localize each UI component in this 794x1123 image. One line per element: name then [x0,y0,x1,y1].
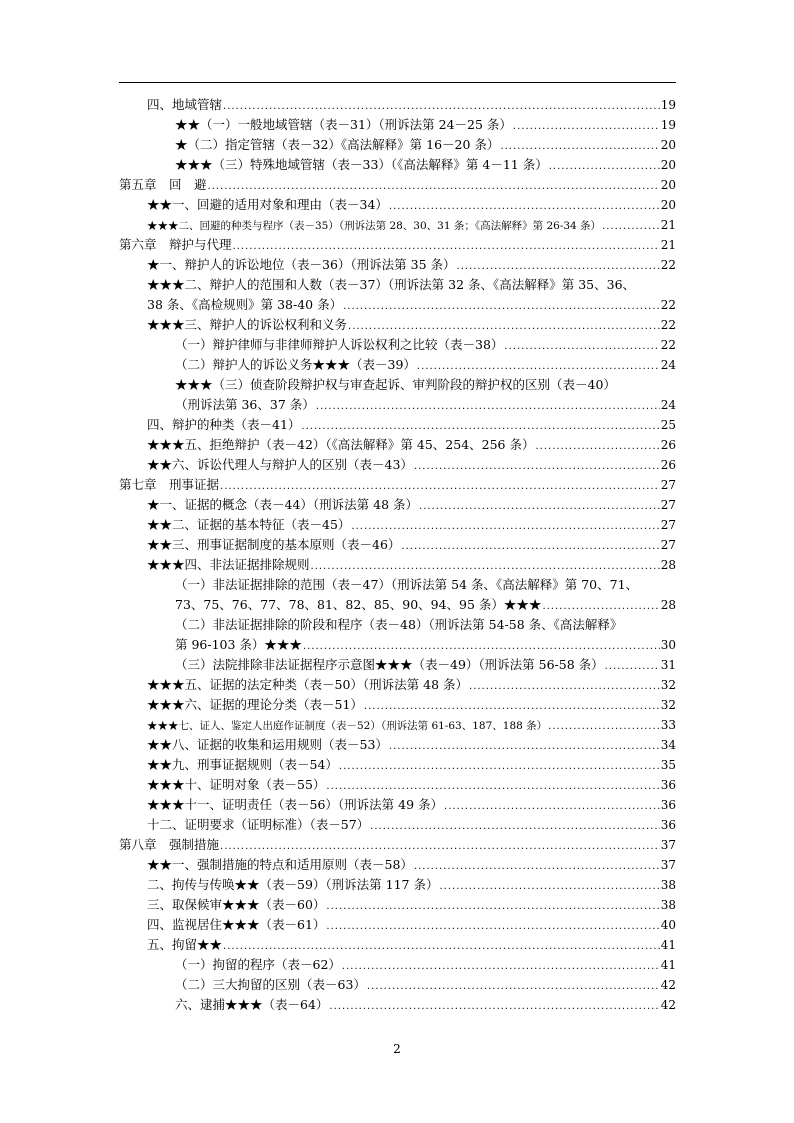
toc-leader-dots [208,177,660,197]
toc-leader-dots [500,137,659,157]
toc-entry[interactable] [119,575,676,595]
toc-entry-text: （二）三大拘留的区别（表－63） [175,977,366,992]
toc-entry-page: 21 [660,238,676,252]
toc-entry-page: 24 [660,398,676,412]
toc-entry[interactable] [119,655,676,675]
toc-entry[interactable] [119,135,676,155]
toc-leader-dots [220,837,660,857]
toc-leader-dots [439,877,659,897]
toc-entry-text: （三）法院排除非法证据程序示意图★★★（表－49）（刑诉法第 56-58 条） [175,657,604,672]
toc-entry-text: 第五章 回 避 [119,177,207,192]
toc-leader-dots [316,397,660,417]
toc-entry-text: ★★★六、证据的理论分类（表－51） [147,697,363,712]
toc-entry-page: 41 [660,938,676,952]
toc-entry-page: 27 [660,518,676,532]
toc-entry[interactable] [119,815,676,835]
toc-entry[interactable] [119,515,676,535]
toc-entry-page: 35 [660,758,676,772]
toc-leader-dots [364,697,660,717]
toc-entry[interactable] [119,95,676,115]
toc-entry-text: ★一、证据的概念（表－44）（刑诉法第 48 条） [147,497,419,512]
toc-entry-text: 38 条、《高检规则》第 38-40 条） [147,297,343,312]
toc-entry-page: 20 [660,178,676,192]
toc-leader-dots [444,797,660,817]
page-number: 2 [393,1042,401,1056]
toc-leader-dots [311,557,660,577]
toc-entry-page: 19 [660,118,676,132]
toc-entry-text: ★★★二、回避的种类与程序（表－35）（刑诉法第 28、30、31 条；《高法解释》第 26-34 条） [147,220,602,232]
toc-leader-dots [542,597,659,617]
toc-leader-dots [303,637,660,657]
toc-entry-page: 37 [660,838,676,852]
toc-leader-dots [301,417,659,437]
toc-entry-text: 73、75、76、77、78、81、82、85、90、94、95 条）★★★ [175,597,542,612]
toc-entry-page: 21 [660,218,676,232]
toc-leader-dots [343,297,660,317]
toc-leader-dots [233,237,660,257]
toc-entry-page: 27 [660,538,676,552]
toc-leader-dots [419,497,660,517]
toc-entry-text: 四、辩护的种类（表－41） [147,417,301,432]
toc-entry[interactable] [119,395,676,415]
toc-entry-page: 40 [660,918,676,932]
toc-entry[interactable] [119,335,676,355]
toc-entry[interactable] [119,715,676,735]
toc-leader-dots [513,117,660,137]
toc-entry[interactable] [119,415,676,435]
toc-entry[interactable] [119,495,676,515]
toc-entry-text: ★★★五、拒绝辩护（表－42）（《高法解释》第 45、254、256 条） [147,437,535,452]
toc-entry-text: 第 96-103 条）★★★ [175,637,302,652]
toc-entry[interactable] [119,375,676,395]
toc-entry[interactable] [119,595,676,615]
toc-entry-page: 27 [660,478,676,492]
toc-entry-page: 36 [660,818,676,832]
toc-leader-dots [504,337,659,357]
toc-entry[interactable] [119,255,676,275]
toc-entry-text: （二）非法证据排除的阶段和程序（表－48）（刑诉法第 54-58 条、《高法解释》 [175,617,623,632]
toc-entry-page: 31 [660,658,676,672]
toc-entry-page: 22 [660,318,676,332]
toc-entry-page: 22 [660,298,676,312]
toc-leader-dots [223,937,660,957]
toc-entry-page: 22 [660,338,676,352]
header-rule [119,82,676,83]
toc-entry[interactable] [119,675,676,695]
toc-entry-page: 41 [660,958,676,972]
toc-entry[interactable] [119,855,676,875]
toc-entry-text: ★★（一）一般地域管辖（表－31）（刑诉法第 24－25 条） [175,117,512,132]
toc-leader-dots [326,897,659,917]
toc-entry[interactable] [119,355,676,375]
toc-entry-text: ★★二、证据的基本特征（表－45） [147,517,351,532]
toc-entry-page: 38 [660,878,676,892]
toc-entry-page: 32 [660,698,676,712]
toc-entry[interactable] [119,895,676,915]
toc-entry[interactable] [119,835,676,855]
toc-entry[interactable] [119,975,676,995]
toc-entry-text: ★一、辩护人的诉讼地位（表－36）（刑诉法第 35 条） [147,257,456,272]
toc-entry-text: （一）辩护律师与非律师辩护人诉讼权利之比较（表－38） [175,337,504,352]
toc-entry-text: ★★★七、证人、鉴定人出庭作证制度（表－52）（刑诉法第 61-63、187、188 条） [147,720,548,732]
toc-entry[interactable] [119,615,676,635]
toc-leader-dots [220,477,660,497]
toc-entry-text: ★★★十一、证明责任（表－56）（刑诉法第 49 条） [147,797,444,812]
toc-entry-page: 37 [660,858,676,872]
toc-leader-dots [329,997,659,1017]
toc-entry-text: 六、逮捕★★★（表－64） [175,997,329,1012]
toc-entry-text: （二）辩护人的诉讼义务★★★（表－39） [175,357,416,372]
toc-leader-dots [326,917,659,937]
toc-entry-page: 36 [660,778,676,792]
toc-entry-text: ★★一、强制措施的特点和适用原则（表－58） [147,857,413,872]
toc-leader-dots [549,157,660,177]
toc-entry-text: ★★★十、证明对象（表－55） [147,777,326,792]
toc-entry-page: 26 [660,458,676,472]
toc-entry-page: 32 [660,678,676,692]
toc-entry[interactable] [119,295,676,315]
toc-entry-page: 27 [660,498,676,512]
toc-leader-dots [389,197,660,217]
toc-entry-text: 二、拘传与传唤★★（表－59）（刑诉法第 117 条） [147,877,439,892]
toc-entry-page: 36 [660,798,676,812]
toc-leader-dots [602,217,660,237]
toc-entry[interactable] [119,475,676,495]
toc-entry[interactable] [119,535,676,555]
toc-entry-page: 42 [660,978,676,992]
toc-entry-text: ★★★三、辩护人的诉讼权利和义务 [147,317,348,332]
toc-leader-dots [342,957,660,977]
toc-leader-dots [351,517,659,537]
toc-leader-dots [457,257,660,277]
toc-entry[interactable] [119,455,676,475]
toc-entry[interactable] [119,935,676,955]
toc-entry-text: ★★★二、辩护人的范围和人数（表－37）（刑诉法第 32 条、《高法解释》第 35、36、 [147,277,636,292]
toc-entry-text: 十二、证明要求（证明标准）（表－57） [147,817,370,832]
toc-entry-page: 24 [660,358,676,372]
toc-entry-text: 第六章 辩护与代理 [119,237,232,252]
toc-entry-page: 28 [660,558,676,572]
toc-leader-dots [389,737,660,757]
toc-entry-text: ★★六、诉讼代理人与辩护人的区别（表－43） [147,457,413,472]
toc-entry[interactable] [119,275,676,295]
toc-entry[interactable] [119,215,676,235]
toc-entry[interactable] [119,795,676,815]
toc-entry[interactable] [119,195,676,215]
toc-entry[interactable] [119,435,676,455]
table-of-contents [119,95,676,1015]
toc-entry-text: （一）非法证据排除的范围（表－47）（刑诉法第 54 条、《高法解释》第 70、71、 [175,577,639,592]
toc-entry-page: 25 [660,418,676,432]
toc-entry-text: 五、拘留★★ [147,937,223,952]
toc-leader-dots [370,817,660,837]
toc-entry[interactable] [119,735,676,755]
toc-entry-text: （一）拘留的程序（表－62） [175,957,341,972]
toc-entry[interactable] [119,695,676,715]
toc-leader-dots [417,357,660,377]
toc-entry[interactable] [119,115,676,135]
toc-entry-page: 19 [660,98,676,112]
toc-entry-text: 四、监视居住★★★（表－61） [147,917,326,932]
toc-leader-dots [414,457,660,477]
toc-leader-dots [223,97,660,117]
toc-entry[interactable] [119,155,676,175]
toc-leader-dots [401,537,659,557]
toc-leader-dots [348,317,660,337]
toc-entry[interactable] [119,635,676,655]
toc-entry-page: 30 [660,638,676,652]
toc-leader-dots [367,977,660,997]
toc-entry[interactable] [119,235,676,255]
toc-entry-page: 22 [660,258,676,272]
toc-entry-page: 38 [660,898,676,912]
toc-entry-page: 20 [660,138,676,152]
toc-leader-dots [535,437,659,457]
toc-entry[interactable] [119,175,676,195]
toc-leader-dots [414,857,660,877]
toc-entry-page: 26 [660,438,676,452]
toc-entry[interactable] [119,875,676,895]
toc-entry[interactable] [119,915,676,935]
toc-entry[interactable] [119,555,676,575]
toc-entry-text: ★★一、回避的适用对象和理由（表－34） [147,197,388,212]
toc-entry-page: 42 [660,998,676,1012]
toc-entry-text: ★★八、证据的收集和运用规则（表－53） [147,737,388,752]
toc-entry-text: ★★★（三）特殊地域管辖（表－33）（《高法解释》第 4－11 条） [175,157,548,172]
toc-entry-text: ★★九、刑事证据规则（表－54） [147,757,338,772]
toc-leader-dots [548,717,660,737]
toc-leader-dots [605,657,660,677]
toc-entry-text: 第八章 强制措施 [119,837,220,852]
toc-leader-dots [326,777,659,797]
toc-entry-text: 第七章 刑事证据 [119,477,220,492]
toc-entry-text: 四、地域管辖 [147,97,223,112]
toc-entry-text: ★★★四、非法证据排除规则 [147,557,310,572]
toc-leader-dots [339,757,660,777]
toc-entry-page: 20 [660,198,676,212]
toc-entry-text: （刑诉法第 36、37 条） [175,397,315,412]
toc-entry[interactable] [119,755,676,775]
toc-entry-page: 20 [660,158,676,172]
toc-entry-page: 33 [660,718,676,732]
toc-entry[interactable] [119,995,676,1015]
toc-entry-text: ★★★五、证据的法定种类（表－50）（刑诉法第 48 条） [147,677,469,692]
toc-entry-text: ★★三、刑事证据制度的基本原则（表－46） [147,537,401,552]
toc-entry[interactable] [119,315,676,335]
toc-entry[interactable] [119,955,676,975]
toc-entry-text: ★（二）指定管辖（表－32）《高法解释》第 16－20 条） [175,137,500,152]
toc-leader-dots [469,677,660,697]
toc-entry-page: 28 [660,598,676,612]
toc-entry[interactable] [119,775,676,795]
toc-entry-text: ★★★（三）侦查阶段辩护权与审查起诉、审判阶段的辩护权的区别（表－40） [175,377,616,392]
toc-entry-text: 三、取保候审★★★（表－60） [147,897,326,912]
toc-entry-page: 34 [660,738,676,752]
